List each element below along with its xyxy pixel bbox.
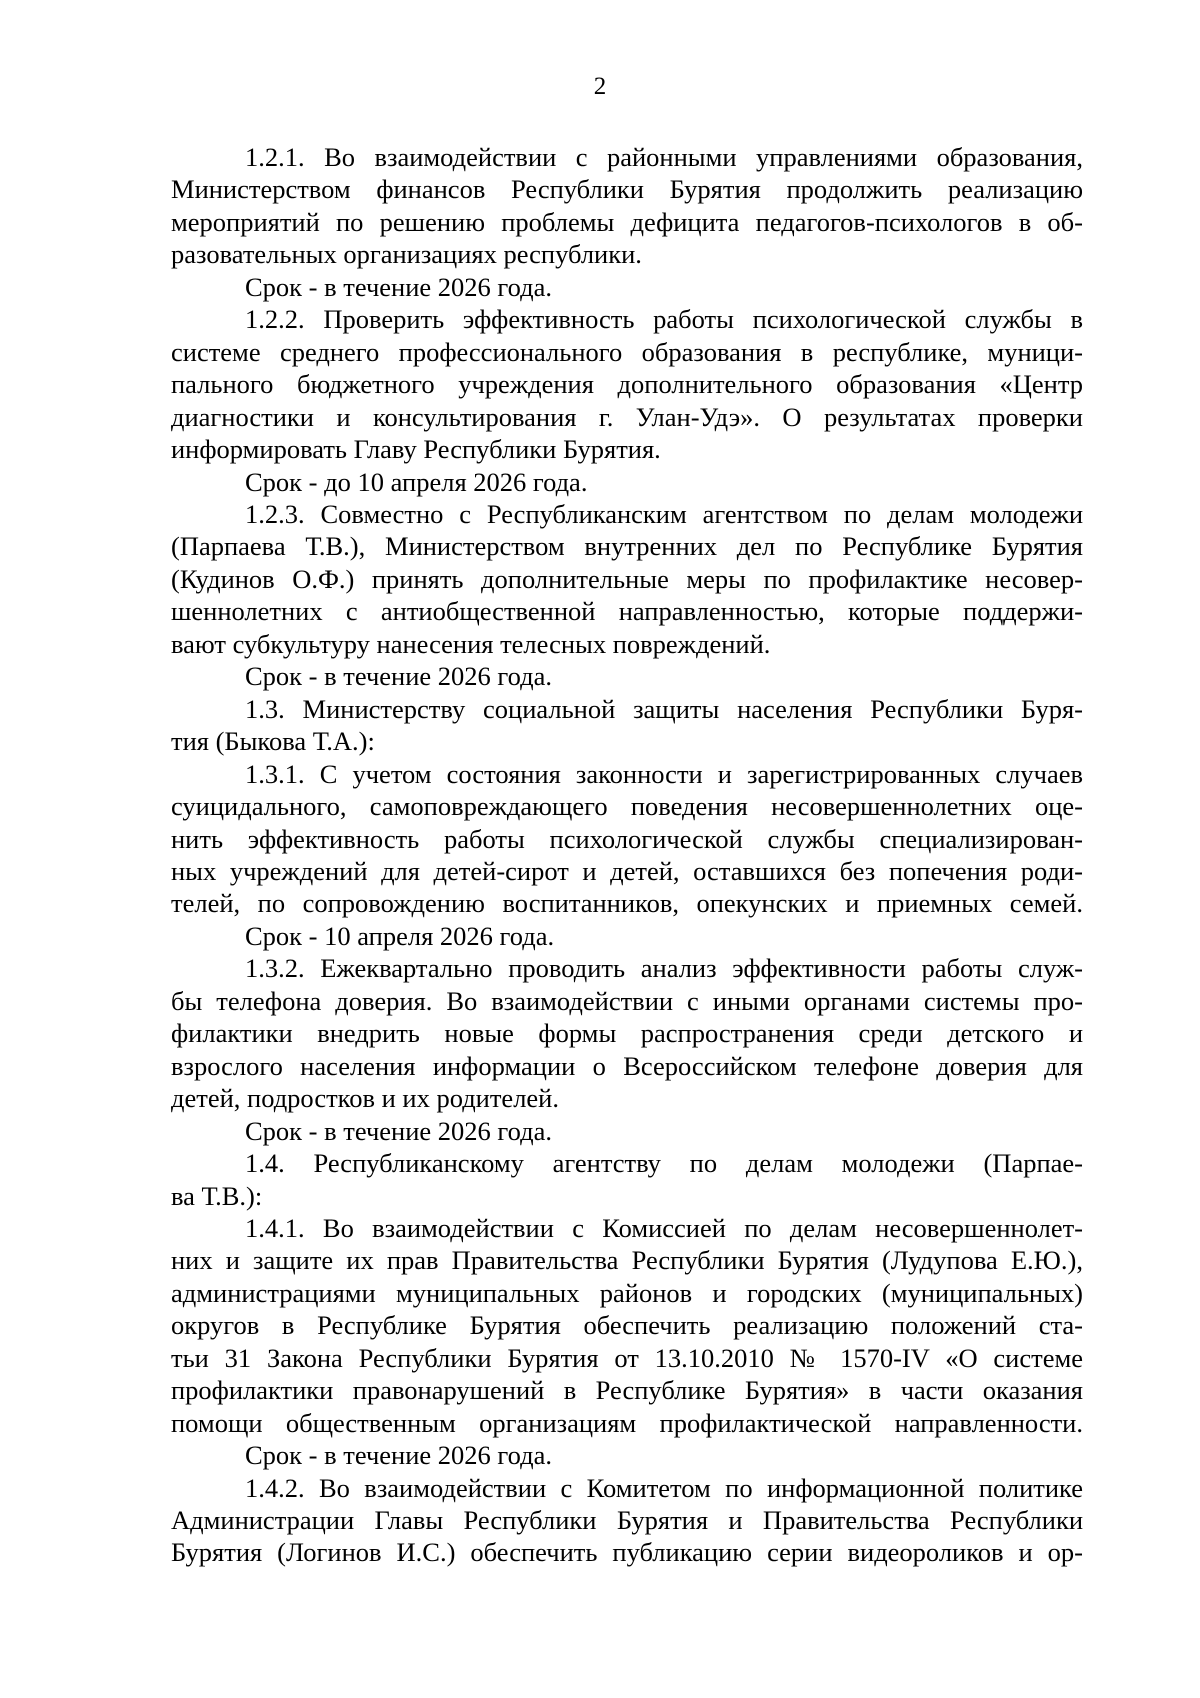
text-line: (Парпаева Т.В.), Министерством внутренних дел по Республике Бурятия [171, 531, 1083, 562]
text-line: филактики внедрить новые формы распространения среди детского и [171, 1018, 1083, 1049]
text-line: помощи общественным организациям профилактической направленности. [171, 1407, 1083, 1438]
text-line: округов в Республике Бурятия обеспечить реализацию положений ста- [171, 1310, 1083, 1341]
text-line: диагностики и консультирования г. Улан-Удэ». О результатах проверки [171, 401, 1083, 432]
text-line: телей, по сопровождению воспитанников, опекунских и приемных семей. [171, 888, 1083, 919]
text-line: бы телефона доверия. Во взаимодействии с иными органами системы про- [171, 985, 1083, 1016]
text-line: тьи 31 Закона Республики Бурятия от 13.10.2010 № 1570-IV «О системе [171, 1342, 1083, 1373]
text-line: администрациями муниципальных районов и городских (муниципальных) [171, 1277, 1083, 1308]
text-line: 1.2.2. Проверить эффективность работы психологической службы в [245, 304, 1083, 335]
text-line: Срок - 10 апреля 2026 года. [245, 920, 555, 951]
text-line: (Кудинов О.Ф.) принять дополнительные меры по профилактике несовер- [171, 563, 1083, 594]
text-line: Администрации Главы Республики Бурятия и Правительства Республики [171, 1505, 1083, 1536]
text-line: шеннолетних с антиобщественной направленностью, которые поддержи- [171, 596, 1083, 627]
text-line: 1.3.2. Ежеквартально проводить анализ эффективности работы служ- [245, 953, 1083, 984]
text-line: тия (Быкова Т.А.): [171, 726, 375, 757]
text-line: Министерством финансов Республики Бурятия продолжить реализацию [171, 174, 1083, 205]
text-line: Срок - в течение 2026 года. [245, 271, 552, 302]
text-line: Срок - в течение 2026 года. [245, 1115, 552, 1146]
text-line: суицидального, самоповреждающего поведения несовершеннолетних оце- [171, 791, 1083, 822]
text-line: 1.3. Министерству социальной защиты населения Республики Буря- [245, 693, 1083, 724]
text-line: ных учреждений для детей-сирот и детей, оставшихся без попечения роди- [171, 855, 1083, 886]
text-line: 1.4.1. Во взаимодействии с Комиссией по делам несовершеннолет- [245, 1212, 1083, 1243]
page-number: 2 [593, 73, 607, 100]
text-line: профилактики правонарушений в Республике Бурятия» в части оказания [171, 1375, 1083, 1406]
text-line: 1.2.3. Совместно с Республиканским агентством по делам молодежи [245, 498, 1083, 529]
text-line: вают субкультуру нанесения телесных повреждений. [171, 628, 771, 659]
text-line: мероприятий по решению проблемы дефицита педагогов-психологов в об- [171, 206, 1083, 237]
text-line: них и защите их прав Правительства Республики Бурятия (Лудупова Е.Ю.), [171, 1245, 1083, 1276]
text-line: Бурятия (Логинов И.С.) обеспечить публикацию серии видеороликов и ор- [171, 1537, 1083, 1568]
text-line: системе среднего профессионального образования в республике, муници- [171, 336, 1083, 367]
document-body [171, 141, 1083, 1569]
text-line: 1.4. Республиканскому агентству по делам молодежи (Парпае- [245, 1148, 1083, 1179]
text-line: взрослого населения информации о Всероссийском телефоне доверия для [171, 1050, 1083, 1081]
text-line: 1.4.2. Во взаимодействии с Комитетом по информационной политике [245, 1472, 1083, 1503]
text-line: разовательных организациях республики. [171, 239, 642, 270]
text-line: детей, подростков и их родителей. [171, 1083, 559, 1114]
text-line: Срок - до 10 апреля 2026 года. [245, 466, 588, 497]
text-line: информировать Главу Республики Бурятия. [171, 434, 661, 465]
text-line: ва Т.В.): [171, 1180, 263, 1211]
text-line: Срок - в течение 2026 года. [245, 661, 552, 692]
text-line: нить эффективность работы психологической службы специализирован- [171, 823, 1083, 854]
text-line: 1.3.1. С учетом состояния законности и зарегистрированных случаев [245, 758, 1083, 789]
text-line: пального бюджетного учреждения дополнительного образования «Центр [171, 369, 1083, 400]
text-line: Срок - в течение 2026 года. [245, 1440, 552, 1471]
text-line: 1.2.1. Во взаимодействии с районными управлениями образования, [245, 142, 1083, 172]
